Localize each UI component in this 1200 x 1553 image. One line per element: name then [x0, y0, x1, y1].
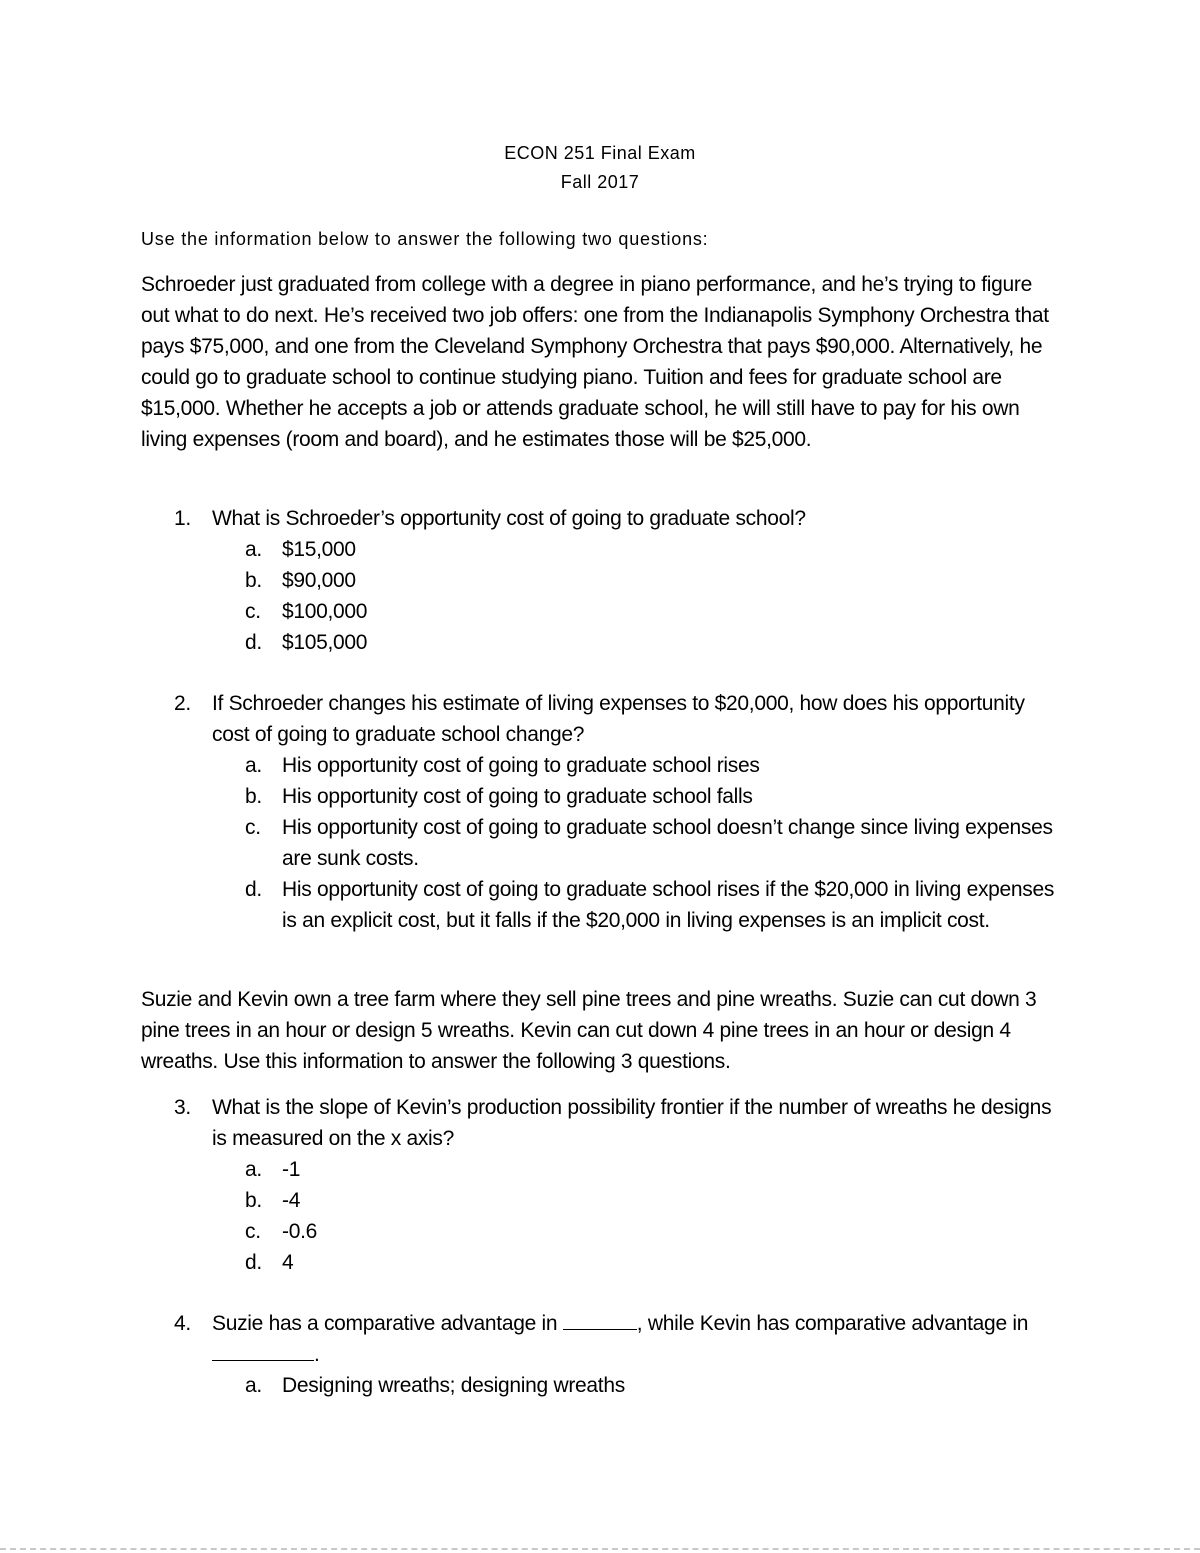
option-letter: a.: [245, 1158, 262, 1181]
option-text: His opportunity cost of going to graduate school falls: [282, 785, 753, 808]
option-text: -1: [282, 1158, 301, 1181]
question-2: [141, 688, 1066, 936]
exam-term: Fall 2017: [560, 172, 640, 192]
answer-options: [141, 1370, 1066, 1401]
option-text: Designing wreaths; designing wreaths: [282, 1374, 625, 1397]
option-letter: d.: [245, 1251, 262, 1274]
answer-option-a: [141, 750, 1066, 781]
answer-option-d: [141, 627, 1066, 658]
question-4: [141, 1308, 1066, 1401]
scenario-paragraph-tree-farm: Suzie and Kevin own a tree farm where they sell pine trees and pine wreaths. Suzie can cut down 3 pine trees in an hour or design 5 wreaths. Kevin can cut down 4 pine trees in an hour or design 4 wreaths. Use this information to answer the following 3 questions.: [141, 988, 1037, 1073]
answer-option-b: [141, 781, 1066, 812]
answer-option-c: [141, 812, 1066, 874]
question-text-part-2: , while Kevin has comparative advantage in: [636, 1312, 1029, 1335]
question-text-part-3: .: [314, 1343, 320, 1366]
exam-title: ECON 251 Final Exam: [504, 143, 696, 163]
option-letter: c.: [245, 816, 261, 839]
answer-option-d: [141, 1247, 1066, 1278]
answer-option-b: [141, 565, 1066, 596]
option-text: -4: [282, 1189, 301, 1212]
answer-option-a: [141, 1154, 1066, 1185]
answer-options: [141, 750, 1066, 936]
answer-option-c: [141, 596, 1066, 627]
option-text: $105,000: [282, 631, 368, 654]
question-text: What is Schroeder’s opportunity cost of going to graduate school?: [212, 507, 806, 530]
option-text: $90,000: [282, 569, 356, 592]
page-break-divider: [0, 1548, 1200, 1550]
option-text: His opportunity cost of going to graduate school rises if the $20,000 in living expenses is an explicit cost, but it falls if the $20,000 in living expenses is an implicit cost.: [282, 878, 1055, 932]
question-text-part-1: Suzie has a comparative advantage in: [212, 1312, 563, 1335]
answer-options: [141, 1154, 1066, 1278]
option-letter: d.: [245, 631, 262, 654]
option-text: $15,000: [282, 538, 356, 561]
answer-option-c: [141, 1216, 1066, 1247]
option-letter: b.: [245, 1189, 262, 1212]
fill-in-blank-2: [212, 1340, 314, 1361]
option-letter: a.: [245, 754, 262, 777]
answer-option-a: [141, 534, 1066, 565]
answer-options: [141, 534, 1066, 658]
fill-in-blank-1: [563, 1309, 637, 1330]
question-number: 1.: [174, 507, 191, 530]
answer-option-a: [141, 1370, 1066, 1401]
question-3: [141, 1092, 1066, 1278]
option-text: His opportunity cost of going to graduate school rises: [282, 754, 760, 777]
option-text: His opportunity cost of going to graduate school doesn’t change since living expenses are sunk costs.: [282, 816, 1053, 870]
question-number: 2.: [174, 692, 191, 715]
option-letter: c.: [245, 600, 261, 623]
option-text: $100,000: [282, 600, 368, 623]
option-letter: b.: [245, 785, 262, 808]
option-letter: a.: [245, 1374, 262, 1397]
option-text: 4: [282, 1251, 294, 1274]
option-text: -0.6: [282, 1220, 317, 1243]
answer-option-d: [141, 874, 1066, 936]
option-letter: b.: [245, 569, 262, 592]
option-letter: a.: [245, 538, 262, 561]
option-letter: c.: [245, 1220, 261, 1243]
question-number: 4.: [174, 1312, 191, 1335]
instructions-text: Use the information below to answer the following two questions:: [141, 229, 709, 249]
question-text: What is the slope of Kevin’s production possibility frontier if the number of wreaths he designs is measured on the x axis?: [212, 1096, 1052, 1150]
scenario-paragraph-schroeder: Schroeder just graduated from college with a degree in piano performance, and he’s trying to figure out what to do next. He’s received two job offers: one from the Indianapolis Symphony Orchestra that pays $75,000, and one from the Cleveland Symphony Orchestra that pays $90,000. Alternatively, he could go to graduate school to continue studying piano. Tuition and fees for graduate school are $15,000. Whether he accepts a job or attends graduate school, he will still have to pay for his own living expenses (room and board), and he estimates those will be $25,000.: [141, 273, 1049, 451]
question-text: If Schroeder changes his estimate of living expenses to $20,000, how does his opportunity cost of going to graduate school change?: [212, 692, 1025, 746]
answer-option-b: [141, 1185, 1066, 1216]
question-1: [141, 503, 1066, 658]
question-number: 3.: [174, 1096, 191, 1119]
option-letter: d.: [245, 878, 262, 901]
